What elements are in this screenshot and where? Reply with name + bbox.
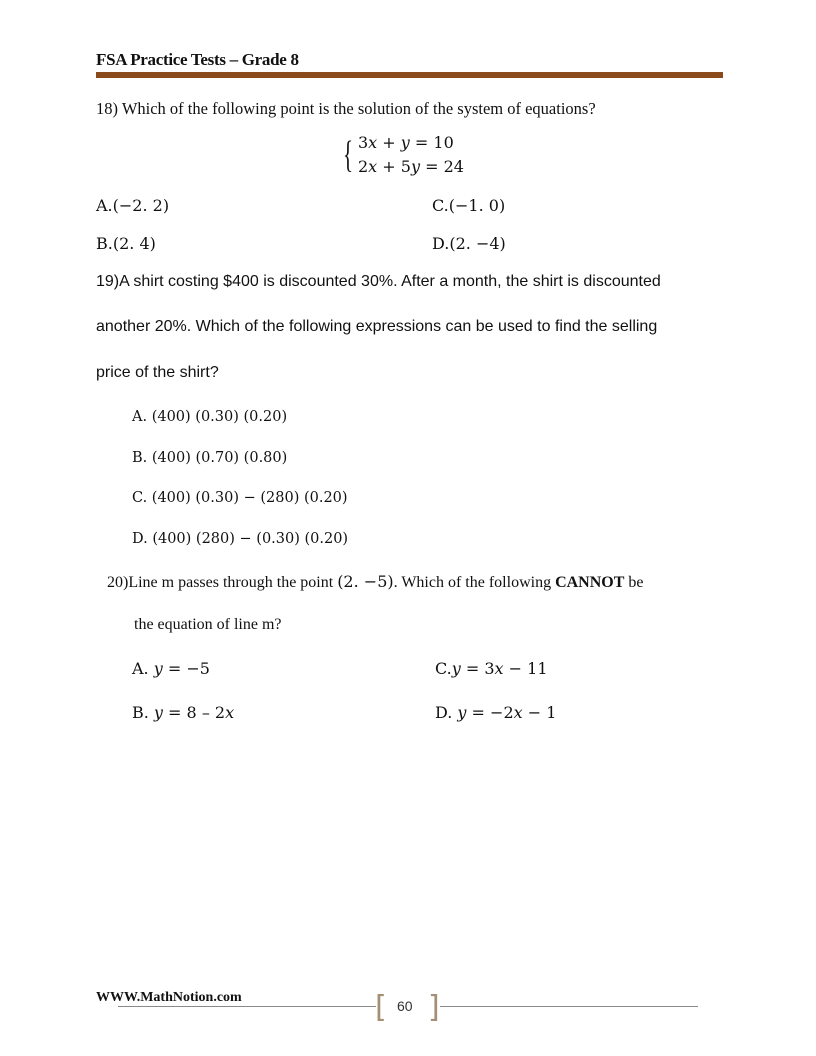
q18-option-b: B.(2. 4) xyxy=(96,234,156,253)
footer-website: WWW.MathNotion.com xyxy=(96,990,242,1005)
question-20-line-1 xyxy=(107,572,644,592)
footer-divider-left xyxy=(118,1006,376,1007)
q20-option-d: D. 𝑦 = −2𝑥 − 1 xyxy=(435,703,557,722)
footer-divider-right xyxy=(440,1006,698,1007)
question-19-line-1: 19)A shirt costing $400 is discounted 30%. After a month, the shirt is discounted xyxy=(96,273,661,290)
q18-option-a: A.(−2. 2) xyxy=(96,196,170,215)
q20-point: (2. −5) xyxy=(337,572,394,591)
q20-stem-middle: . Which of the following xyxy=(393,574,556,591)
equation-2: 2𝑥 + 5𝑦 = 24 xyxy=(358,157,464,176)
q18-option-c: C.(−1. 0) xyxy=(432,196,506,215)
question-19-line-2: another 20%. Which of the following expressions can be used to find the selling xyxy=(96,318,658,335)
left-bracket-icon: [ xyxy=(375,990,387,1025)
q19-option-b: B. (400) (0.70) (0.80) xyxy=(132,450,288,466)
question-19-line-3: price of the shirt? xyxy=(96,364,219,381)
page-number: 60 xyxy=(397,998,413,1014)
question-20-line-2: the equation of line m? xyxy=(134,616,282,633)
system-brace: { xyxy=(343,134,354,176)
q20-option-b: B. 𝑦 = 8 – 2𝑥 xyxy=(132,703,235,722)
q20-stem-end: be xyxy=(624,574,644,591)
q19-option-c: C. (400) (0.30) − (280) (0.20) xyxy=(132,490,348,506)
equation-1: 3𝑥 + 𝑦 = 10 xyxy=(358,133,454,152)
header-title: FSA Practice Tests – Grade 8 xyxy=(96,50,299,69)
q19-option-d: D. (400) (280) − (0.30) (0.20) xyxy=(132,531,349,547)
q18-option-d: D.(2. −4) xyxy=(432,234,506,253)
q20-option-c: C.𝑦 = 3𝑥 − 11 xyxy=(435,659,548,678)
q20-option-a: A. 𝑦 = −5 xyxy=(132,659,210,678)
q20-cannot-emphasis: CANNOT xyxy=(555,574,625,591)
right-bracket-icon: ] xyxy=(428,990,440,1025)
header-divider xyxy=(96,72,723,78)
question-18-stem: 18) Which of the following point is the solution of the system of equations? xyxy=(96,99,596,118)
q19-option-a: A. (400) (0.30) (0.20) xyxy=(132,409,288,425)
q20-stem-start: 20)Line m passes through the point xyxy=(107,574,338,591)
